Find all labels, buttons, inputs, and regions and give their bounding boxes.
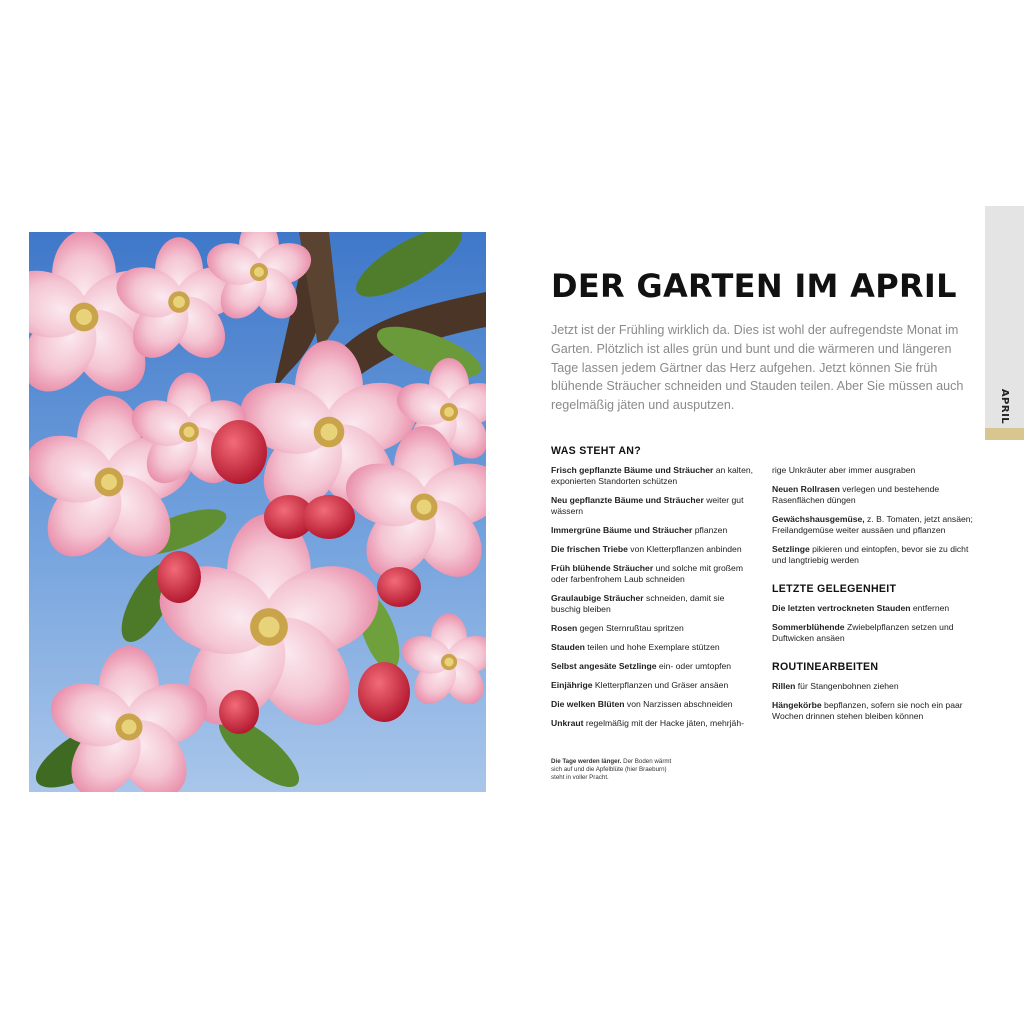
intro-paragraph: Jetzt ist der Frühling wirklich da. Dies ist wohl der aufregendste Monat im Garten. Plötzlich ist alles grün und bunt und die wärmeren und längeren Tage lassen jedem Gärtner das Herz aufgehen. Jetzt können Sie früh blühende Sträucher schneiden und Stauden teilen. Aber Sie müssen auch regelmäßig jäten und ausputzen.: [551, 323, 964, 413]
list-item: [772, 484, 977, 506]
list-item: [551, 661, 756, 672]
list-item-bold: Die letzten vertrockneten Stauden: [772, 603, 911, 613]
list-item-text: schneiden, damit sie buschig bleiben: [551, 593, 725, 614]
right-column: [772, 465, 977, 730]
list-item: [551, 465, 756, 487]
chapter-tab-accent: [985, 428, 1024, 440]
task-list-continued: [772, 484, 977, 566]
caption-bold: Die Tage werden länger.: [551, 758, 622, 765]
list-item-text: Kletterpflanzen und Gräser ansäen: [592, 680, 729, 690]
task-list: [551, 465, 756, 729]
list-item-bold: Frisch gepflanzte Bäume und Sträucher: [551, 465, 714, 475]
list-item-bold: Setzlinge: [772, 544, 810, 554]
list-item-text: von Narzissen abschneiden: [624, 699, 733, 709]
list-item-bold: Neu gepflanzte Bäume und Sträucher: [551, 495, 704, 505]
last-chance-list: [772, 603, 977, 644]
list-item-text: gegen Sternrußtau spritzen: [577, 623, 684, 633]
list-item: [551, 495, 756, 517]
list-item-bold: Stauden: [551, 642, 585, 652]
list-item: [551, 525, 756, 536]
list-item-bold: Neuen Rollrasen: [772, 484, 840, 494]
routine-list: [772, 681, 977, 722]
section-heading-letzte-gelegenheit: LETZTE GELEGENHEIT: [772, 583, 897, 595]
list-item: [772, 514, 977, 536]
list-item: [551, 680, 756, 691]
list-item-text: z. B. Tomaten, jetzt ansäen; Freilandgemüse weiter aussäen und pflanzen: [772, 514, 973, 535]
list-item-text: für Stangenbohnen ziehen: [795, 681, 899, 691]
list-item-text: und solche mit großem oder farbenfrohem Laub schneiden: [551, 563, 743, 584]
list-item: [772, 622, 977, 644]
list-item: [551, 623, 756, 634]
list-item-text: pflanzen: [692, 525, 728, 535]
list-item-text: von Kletterpflanzen anbinden: [627, 544, 742, 554]
list-item-text: regelmäßig mit der Hacke jäten, mehrjäh-: [583, 718, 744, 728]
list-item-bold: Einjährige: [551, 680, 593, 690]
list-item-bold: Rillen: [772, 681, 796, 691]
list-item: [772, 603, 977, 614]
list-item-text: Zwiebelpflanzen setzen und Duftwicken ansäen: [772, 622, 954, 643]
list-item-bold: Die frischen Triebe: [551, 544, 628, 554]
list-item-text: bepflanzen, sofern sie noch ein paar Wochen drinnen stehen bleiben können: [772, 700, 963, 721]
list-item-text: pikieren und eintopfen, bevor sie zu dicht und langtriebig werden: [772, 544, 969, 565]
list-item-text: an kalten, exponierten Standorten schützen: [551, 465, 754, 486]
apple-blossom-photo: [29, 232, 486, 792]
list-item-bold: Selbst angesäte Setzlinge: [551, 661, 657, 671]
list-item-bold: Rosen: [551, 623, 578, 633]
list-item-bold: Graulaubige Sträucher: [551, 593, 644, 603]
list-item-bold: Früh blühende Sträucher: [551, 563, 654, 573]
list-item-bold: Unkraut: [551, 718, 584, 728]
list-item: [551, 642, 756, 653]
section-heading-was-steht-an: WAS STEHT AN?: [551, 445, 642, 457]
list-item-text: ein- oder umtopfen: [656, 661, 732, 671]
list-item-text: weiter gut wässern: [551, 495, 744, 516]
list-item: [551, 544, 756, 555]
section-heading-routinearbeiten: ROUTINEARBEITEN: [772, 661, 879, 673]
list-item: [551, 699, 756, 710]
left-column: [551, 445, 756, 737]
list-item: [551, 563, 756, 585]
list-item-bold: Sommerblühende: [772, 622, 845, 632]
list-item: [772, 700, 977, 722]
list-item: [551, 718, 756, 729]
list-item-text: verlegen und bestehende Rasenflächen düngen: [772, 484, 940, 505]
list-item-bold: Immergrüne Bäume und Sträucher: [551, 525, 693, 535]
list-item-continuation: rige Unkräuter aber immer ausgraben: [772, 465, 916, 475]
photo-caption: [551, 758, 681, 783]
list-item: [772, 544, 977, 566]
list-item-text: entfernen: [910, 603, 950, 613]
list-item-text: teilen und hohe Exemplare stützen: [584, 642, 720, 652]
list-item-bold: Gewächshausgemüse,: [772, 514, 865, 524]
list-item: [551, 593, 756, 615]
chapter-tab-label: APRIL: [999, 388, 1010, 424]
list-item: [772, 681, 977, 692]
page-title: DER GARTEN IM APRIL: [551, 267, 957, 305]
list-item-bold: Die welken Blüten: [551, 699, 625, 709]
list-item-bold: Hängekörbe: [772, 700, 822, 710]
caption-text: Der Boden wärmt sich auf und die Apfelblüte (hier Braeburn) steht in voller Pracht.: [551, 758, 672, 782]
